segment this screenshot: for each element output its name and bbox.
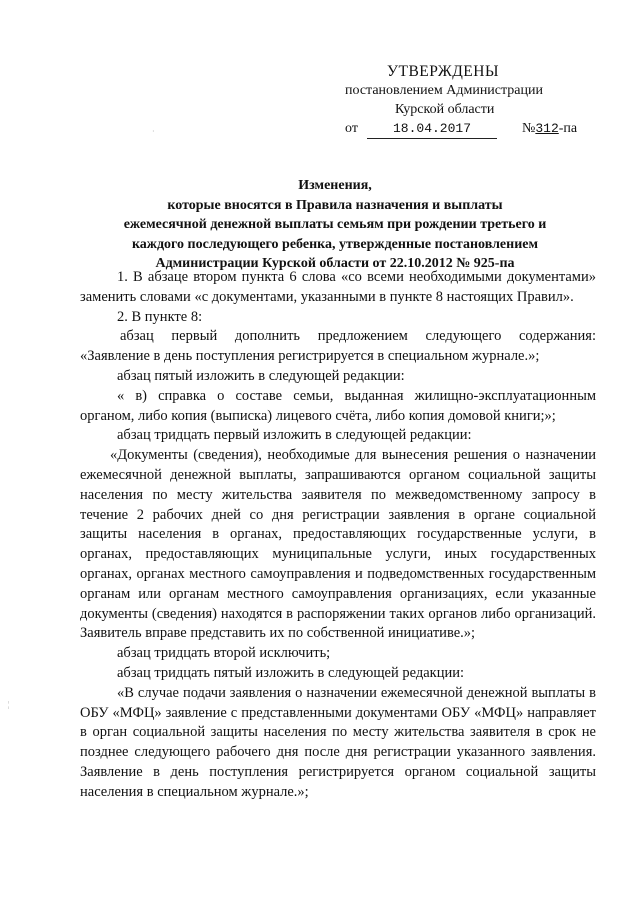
paragraph-2: 2. В пункте 8: [117, 308, 203, 325]
date-number-line [345, 119, 605, 139]
approved-label: УТВЕРЖДЕНЫ [387, 63, 499, 80]
number-prefix: № [522, 121, 536, 136]
heading-line-2: которые вносятся в Правила назначения и выплаты [167, 197, 503, 213]
paragraph-3: абзац первый дополнить предложением следующего содержания: «Заявление в день поступления регистрируется в специальном журнале.»; [80, 328, 596, 365]
paragraph-9: абзац тридцать пятый изложить в следующей редакции: [117, 664, 465, 681]
document-heading [80, 176, 590, 274]
heading-line-3: ежемесячной денежной выплаты семьям при рождении третьего и [123, 217, 547, 232]
paragraph-4: абзац пятый изложить в следующей редакции: [117, 367, 405, 384]
decree-number [522, 119, 577, 138]
scan-dot: · [152, 127, 155, 136]
heading-line-4: каждого последующего ребенка, утвержденные постановлением [131, 236, 539, 252]
decree-date: 18.04.2017 [367, 119, 497, 139]
paragraph-1: 1. В абзаце втором пункта 6 слова «со всеми необходимыми документами» заменить словами «с документами, указанными в пункте 8 настоящих Правил». [80, 269, 596, 305]
paragraph-7: «Документы (сведения), необходимые для вынесения решения о назначении ежемесячной денежной выплаты, запрашиваются органом социальной защиты населения по месту жительства заявителя по межведомственному запросу в течение 2 рабочих дней со дня регистрации заявления в органе социальной защиты населения в органах, предоставляющих государственные услуги, в органах, предоставляющих муниципальные услуги, иных государственных органах, органах местного самоуправления и подведомственных государственным органам или органам местного самоуправления организациях, если указанные документы (сведения) находятся в распоряжении таких органов либо организаций. Заявитель вправе представить их по собственной инициативе.»; [80, 447, 596, 642]
paragraph-6: абзац тридцать первый изложить в следующей редакции: [117, 427, 472, 444]
paragraph-10: «В случае подачи заявления о назначении ежемесячной денежной выплаты в ОБУ «МФЦ» заявление с представленными документами ОБУ «МФЦ» направляет в орган социальной защиты населения по месту жительства заявителя в срок не позднее следующего рабочего дня после дня регистрации указанного заявления. Заявление в день поступления регистрируется органом социальной защиты населения в специальном журнале.»; [80, 684, 596, 800]
paragraph-5: « в) справка о составе семьи, выданная жилищно-эксплуатационным органом, либо копия (выписка) лицевого счёта, либо копия домовой книги;»; [80, 387, 596, 424]
approval-block [345, 62, 605, 139]
approved-region-line: Курской области [395, 102, 495, 117]
heading-line-1: Изменения, [298, 178, 372, 193]
number-suffix: -па [558, 121, 578, 136]
number-value: 312 [535, 121, 559, 136]
paragraph-8: абзац тридцать второй исключить; [117, 645, 331, 662]
document-body [80, 268, 596, 803]
scan-mark: ¦ [8, 700, 10, 709]
approved-by-line: постановлением Администрации [345, 83, 543, 98]
heading-line-5: Администрации Курской области от 22.10.2012 № 925-па [155, 256, 515, 271]
date-prefix: от [345, 121, 358, 136]
